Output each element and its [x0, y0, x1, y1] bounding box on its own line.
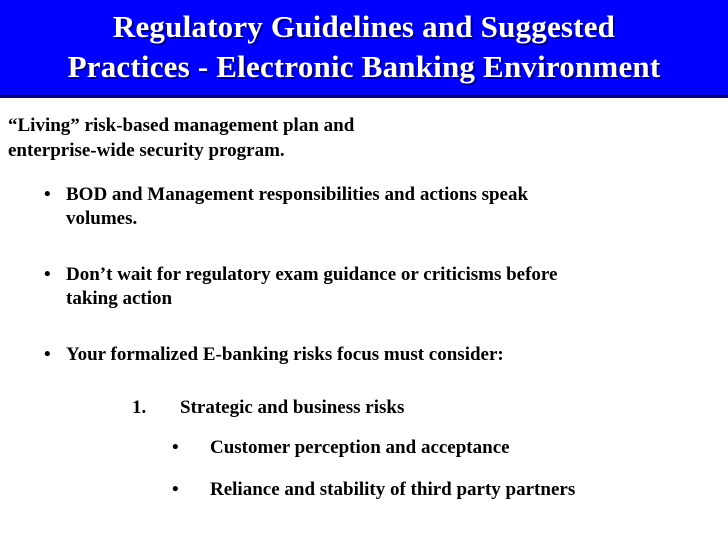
- bullet-text: [66, 263, 706, 311]
- list-number: 1.: [132, 397, 147, 418]
- title-bar: [0, 0, 728, 98]
- slide-title-line-1: Regulatory Guidelines and Suggested: [112, 9, 616, 44]
- bullet-line: Your formalized E-banking risks focus must consider:: [66, 344, 504, 365]
- sub-bullet-text: Reliance and stability of third party partners: [210, 479, 576, 500]
- bullet-line: taking action: [66, 288, 173, 309]
- bullet-text: [66, 183, 706, 231]
- bullet-marker: •: [44, 344, 51, 365]
- bullet-line: volumes.: [66, 208, 138, 229]
- bullet-marker: •: [44, 184, 51, 205]
- sub-bullet-marker: •: [172, 437, 179, 458]
- bullet-marker: •: [44, 264, 51, 285]
- sub-bullet-marker: •: [172, 479, 179, 500]
- sub-bullet-text: Customer perception and acceptance: [210, 437, 510, 458]
- intro-text: [8, 113, 528, 163]
- intro-line-1: “Living” risk-based management plan and: [8, 115, 355, 136]
- bullet-line: Don’t wait for regulatory exam guidance or criticisms before: [66, 264, 558, 285]
- bullet-line: BOD and Management responsibilities and actions speak: [66, 184, 529, 205]
- intro-line-2: enterprise-wide security program.: [8, 140, 285, 161]
- bullet-text: [66, 343, 706, 367]
- slide-title-line-2: Practices - Electronic Banking Environment: [67, 49, 661, 84]
- list-item-text: Strategic and business risks: [180, 397, 405, 418]
